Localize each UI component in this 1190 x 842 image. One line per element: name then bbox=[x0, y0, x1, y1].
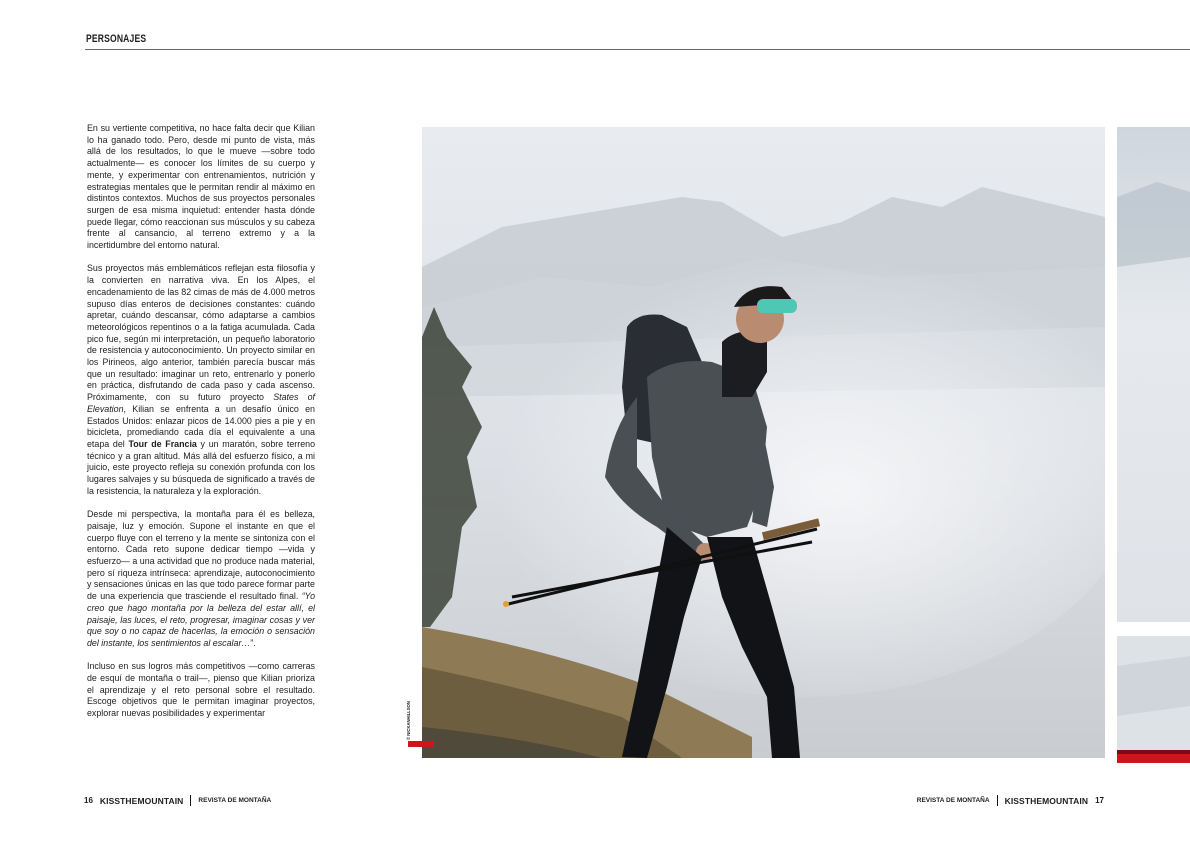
brand-right: KISSTHEMOUNTAIN bbox=[1004, 795, 1089, 806]
magazine-name-right: REVISTA DE MONTAÑA bbox=[916, 797, 990, 804]
header-rule bbox=[85, 49, 1190, 50]
accent-bar bbox=[1117, 750, 1190, 763]
page-number-right: 17 bbox=[1095, 796, 1104, 805]
magazine-name-left: REVISTA DE MONTAÑA bbox=[198, 797, 272, 804]
footer-separator-left bbox=[190, 795, 191, 806]
paragraph-2: Sus proyectos más emblemáticos reflejan esta filosofía y la convierten en narrativa viva. En los Alpes, el encadenamiento de las 82 cimas de más de 4.000 metros supuso días enteros de decisiones constantes: cuándo apretar, cuándo descansar, cómo adaptarse a cambios meteorológicos repentinos o a la fatiga acumulada. Cada pico fue, según mi interpretación, un pequeño laboratorio de resistencia y autoconocimiento. Un proyecto similar en los Pirineos, algo anterior, también parecía buscar más que un resultado: imaginar un reto, entrenarlo y ponerlo en práctica, disfrutando de cada paso y cada ascenso. Próximamente, con su futuro proyecto States of Elevation, Kilian se enfrenta a un desafío único en Estados Unidos: enlazar picos de 14.000 pies a pie y en bicicleta, promediando cada día el equivalente a una etapa del Tour de Francia y un maratón, sobre terreno técnico y a gran altitud. Más allá del esfuerzo físico, a mi juicio, este proyecto refleja su conexión profunda con los lugares salvajes y su búsqueda de significado a través de la resistencia, la naturaleza y la exploración. bbox=[87, 263, 316, 496]
section-label: PERSONAJES bbox=[86, 33, 147, 45]
paragraph-1: En su vertiente competitiva, no hace falta decir que Kilian lo ha ganado todo. Pero, desde mi punto de vista, más allá de los resultados, lo que le mueve —sobre todo actualmente— es conocer los límites de su cuerpo y mente, y experimentar con entrenamientos, nutrición y estrategias mentales que le permitan rendir al máximo en distintos contextos. Muchos de sus proyectos personales surgen de esa misma inquietud: entender hasta dónde puede llegar, cómo reaccionan sus músculos y su cabeza frente al cansancio, al terreno extremo y a la incertidumbre del entorno natural. bbox=[87, 123, 315, 251]
footer-left bbox=[84, 795, 271, 806]
paragraph-4: Incluso en sus logros más competitivos —como carreras de esquí de montaña o trail—, pienso que Kilian prioriza el aprendizaje y el reto personal sobre el resultado. Escoge objetivos que le permitan imaginar proyectos, explorar nuevas posibilidades y experimentar bbox=[87, 661, 315, 719]
article-body bbox=[87, 123, 315, 732]
runner-photo bbox=[422, 127, 1105, 758]
credit-marker bbox=[408, 741, 434, 747]
brand-left: KISSTHEMOUNTAIN bbox=[99, 795, 184, 806]
footer-right bbox=[917, 795, 1104, 806]
pull-quote: “Yo creo que hago montaña por la belleza del estar allí, el paisaje, las luces, el reto, progresar, imaginar cosas y ver que soy o no capaz de hacerlas, la emoción o sensación del instante, los sentimientos al escalar… bbox=[87, 591, 316, 648]
page-number-left: 16 bbox=[84, 796, 93, 805]
photo-credit: © NICKANHILLSON bbox=[406, 701, 411, 740]
footer-separator-right bbox=[997, 795, 998, 806]
side-photo-bottom bbox=[1117, 636, 1190, 750]
tour-de-francia: Tour de Francia bbox=[128, 438, 197, 449]
project-name: States of Elevation bbox=[87, 392, 316, 414]
paragraph-3: Desde mi perspectiva, la montaña para él es belleza, paisaje, luz y emoción. Supone el instante en que el cuerpo fluye con el terreno y la mente se sintoniza con el entorno. Cada reto supone dedicar tiempo —vida y esfuerzo— a una actividad que no produce nada material, pero sí riqueza intrínseca: aprendizaje, autoconocimiento y sensaciones únicas en las que todo parece formar parte de una experiencia que trasciende el resultado final. “Yo creo que hago montaña por la belleza del estar allí, el paisaje, las luces, el reto, progresar, imaginar cosas y ver que soy o no capaz de hacerlas, la emoción o sensación del instante, los sentimientos al escalar…”. bbox=[87, 509, 316, 648]
side-photo-top bbox=[1117, 127, 1190, 622]
